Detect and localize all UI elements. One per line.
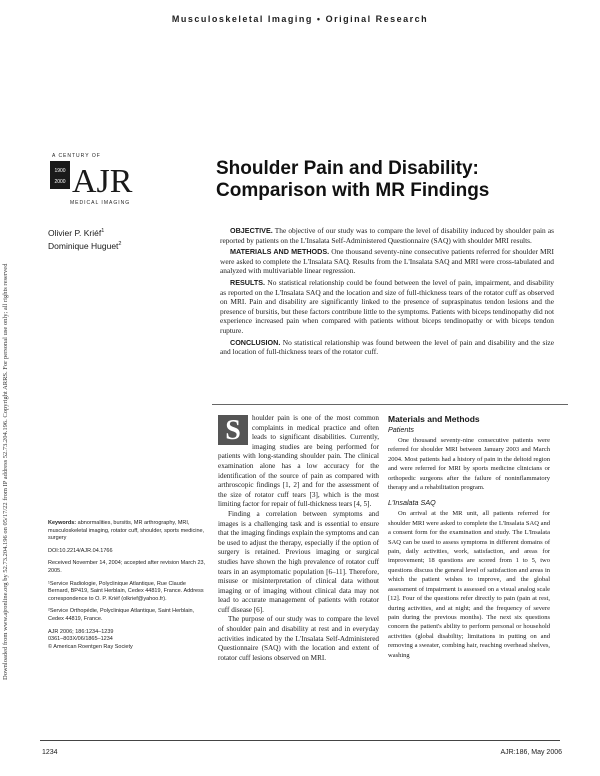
journal-section-header: Musculoskeletal Imaging • Original Research <box>171 14 429 24</box>
keywords: Keywords: abnormalities, bursitis, MR arthrography, MRI, musculoskeletal imaging, rotator cuff, shoulder, sports medicine, surgery <box>48 520 205 542</box>
abstract-conclusion: CONCLUSION. No statistical relationship was found between the level of pain and disability and the size and location of full-thickness tears of the rotator cuff. <box>220 337 554 357</box>
ajr-logo <box>48 148 198 210</box>
intro-paragraph-1: S houlder pain is one of the most common complaints in medical practice and often leads to significant disabilities. Currently, imaging studies are being performed for patients with long-standing shoulder pain. The clinical examination alone has a low accuracy for the identification of the source of pain as compared with arthroscopic findings [1, 2] and for the assessment of the size of rotator cuff tears [3], which is the most limiting factor for repair of full-thickness tears [4, 5]. <box>218 414 379 509</box>
dropcap-letter: S <box>218 415 248 445</box>
logo-year-end: 2000 <box>54 179 66 185</box>
abstract-results: RESULTS. No statistical relationship could be found between the level of pain, impairment, and disability as reported on the L'Insalata SAQ and the location and size of full-thickness tears of the rotator cuff as observed on MRI. Pain and disability are significantly linked to the presence of supraspinatus tendon lesions and the presence of bursitis, but these factors contribute little to the symptoms. Patients with biceps tendinopathy did not experience increased pain when compared with patients without biceps tendinopathy or with biceps tendon rupture. <box>220 277 554 335</box>
patients-subheading: Patients <box>388 425 414 434</box>
logo-letters: AJR <box>72 163 133 200</box>
issn: 0361–803X/06/1865–1234 <box>48 636 113 643</box>
intro-paragraph-3: The purpose of our study was to compare the level of shoulder pain and disability at rest and in everyday activities indicated by the L'Insalata Self-Administered Questionnaire (SAQ) with the location and extent of rotator cuff lesions observed on MRI. <box>218 615 379 662</box>
body-column-right <box>388 414 550 660</box>
saq-subheading: L'Insalata SAQ <box>388 498 436 508</box>
citation: AJR 2006; 186:1234–1239 <box>48 628 114 635</box>
article-title-line2: Comparison with MR Findings <box>216 180 490 201</box>
page-number: 1234 <box>42 749 58 756</box>
logo-arc-top: A CENTURY OF <box>52 153 101 159</box>
footer-divider <box>40 740 560 741</box>
abstract-methods: MATERIALS AND METHODS. One thousand seventy-nine consecutive patients referred for shoulder MRI were asked to complete the L'Insalata SAQ. Results from the L'Insalata SAQ and MRI were cross-tabulated and analyzed with multivariable linear regression. <box>220 247 555 276</box>
intro-paragraph-2: Finding a correlation between symptoms and images is a challenging task and is essential to ensure that the imaging findings explain the symptoms and can be used to adjust the therapy, especially if the option of surgery is retained. Previous imaging or surgical studies have shown the high prevalence of rotator cuff tears in an asymptomatic population [6–11]. Therefore, misuse or misinterpretation of clinical data without imaging or of imaging without clinical data may not lead to accurate management of patients with rotator cuff disease [6]. <box>218 509 379 614</box>
methods-heading: Materials and Methods <box>388 414 480 424</box>
affiliation-2: ²Service Orthopédie, Polyclinique Atlantique, Saint Herblain, Cedex 44819, France. <box>48 608 195 622</box>
journal-issue: AJR:186, May 2006 <box>500 749 562 756</box>
download-notice: Downloaded from www.ajronline.org by 52.73.204.196 on 05/17/22 from IP address 52.73.204.196. Copyright ARRS. For personal use only; all rights reserved <box>2 263 9 680</box>
article-metadata <box>48 520 208 651</box>
body-column-left <box>218 414 379 663</box>
author-1: Olivier P. Kriéf$^1$ <box>48 227 105 238</box>
logo-year-start: 1900 <box>54 168 66 174</box>
copyright: © American Roentgen Ray Society <box>48 643 133 650</box>
author-2: Dominique Huguet$^2$ <box>48 240 122 251</box>
affiliation-1: ¹Service Radiologie, Polyclinique Atlantique, Rue Claude Bernard, BP419, Saint Herblain, Cedex 44819, France. Address correspondence to O. P. Kriéf (olkrief@yahoo.fr). <box>48 580 204 602</box>
received-dates: Received November 14, 2004; accepted after revision March 23, 2005. <box>48 560 206 574</box>
abstract <box>220 226 554 359</box>
patients-paragraph: One thousand seventy-nine consecutive patients were referred for shoulder MRI between January 2003 and March 2004. Most patients had a history of pain in the deltoid region and were referred for MRI by sports medicine clinicians or orthopedic surgeons after the failure of noninflammatory therapy and a rehabilitation program. <box>388 437 550 492</box>
doi: DOI:10.2214/AJR.04.1766 <box>48 547 113 554</box>
article-title <box>216 158 576 202</box>
article-title-line1: Shoulder Pain and Disability: <box>216 158 479 179</box>
author-list <box>48 226 208 252</box>
saq-paragraph: On arrival at the MR unit, all patients referred for shoulder MRI were asked to complete the L'Insalata SAQ and a consent form for the examination and study. The L'Insalata SAQ can be used to assess symptoms in different domains of pain, daily activities, work, satisfaction, and areas for improvement; 18 questions are scored from 1 to 5, two questions discuss the general level of satisfaction and areas in which the patient wishes to improve, and the global assessment of impairment is assessed on a visual analog scale [12]. Four of the questions refer directly to pain (pain at rest, during activities, and at night; and the frequency of severe pain during the previous months). The next six questions concern the patient's ability to perform personal or household activities (global disability; limitations in putting on and removing a sweater, combing hair, reaching overhead shelves, washing <box>388 510 550 659</box>
ajr-logo-graphic <box>48 148 198 210</box>
abstract-objective: OBJECTIVE. The objective of our study was to compare the level of disability induced by shoulder pain as reported by patients on the L'Insalata Self-Administered Questionnaire (SAQ) with shoulder MRI results. <box>220 226 554 245</box>
logo-arc-bottom: MEDICAL IMAGING <box>70 200 131 206</box>
abstract-divider <box>212 404 568 405</box>
